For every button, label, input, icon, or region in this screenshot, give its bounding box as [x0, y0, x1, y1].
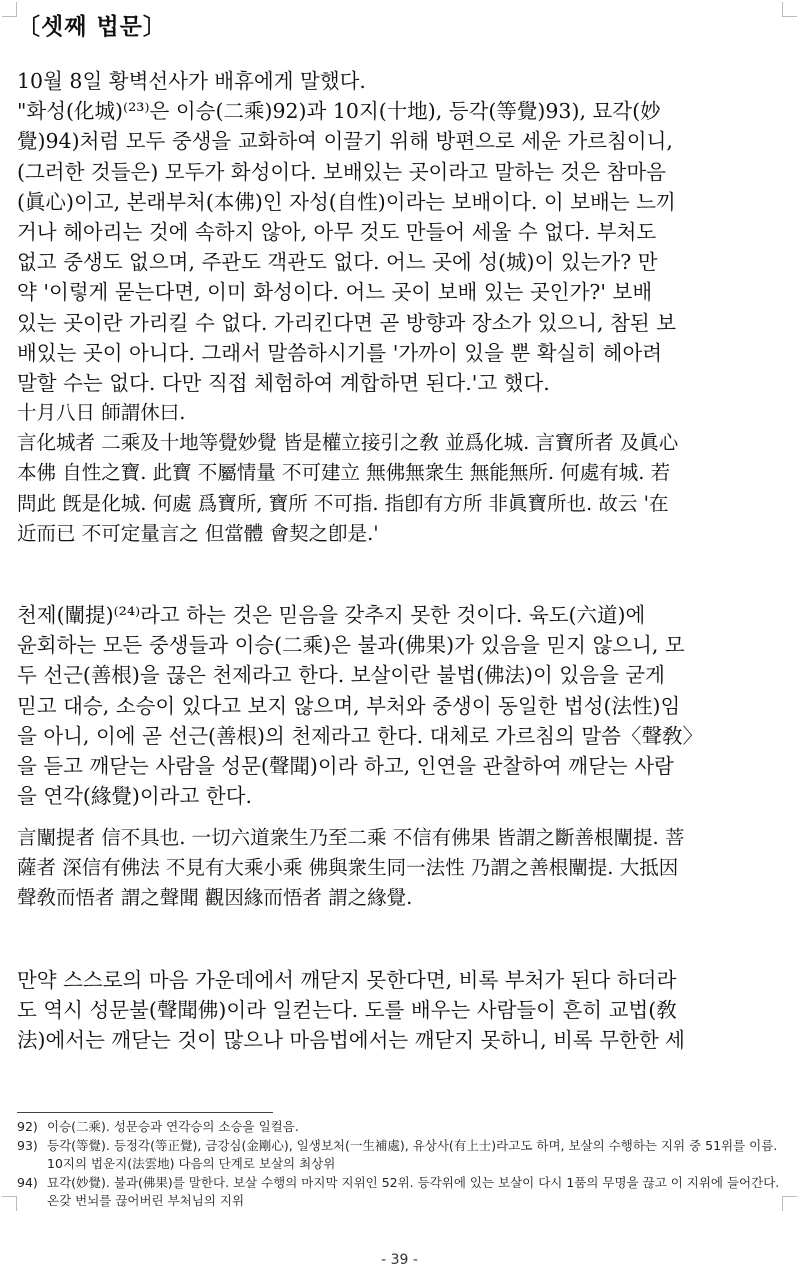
classical-chinese-paragraph-2: [17, 823, 785, 914]
footnote-93: [17, 1137, 787, 1174]
korean-translation-paragraph-2: [17, 600, 785, 811]
text-line: 천제(闡提)⁽²⁴⁾라고 하는 것은 믿음을 갖추지 못한 것이다. 육도(六道)에: [17, 603, 646, 627]
text-line: 薩者 深信有佛法 不見有大乘小乘 佛與衆生同一法性 乃謂之善根闡提. 大抵因: [17, 856, 679, 880]
text-line: 聲敎而悟者 謂之聲聞 觀因緣而悟者 謂之緣覺.: [17, 886, 413, 910]
classical-chinese-paragraph-1: [17, 398, 785, 549]
text-line: 배있는 곳이 아니다. 그래서 말씀하시기를 '가까이 있을 뿐 확실히 헤아려: [17, 340, 663, 365]
text-line: 거나 헤아리는 것에 속하지 않아, 아무 것도 만들어 세울 수 없다. 부처도: [17, 220, 657, 245]
text-line: 윤회하는 모든 중생들과 이승(二乘)은 불과(佛果)가 있음을 믿지 않으니, 모: [17, 633, 685, 658]
text-line: 言闡提者 信不具也. 一切六道衆生乃至二乘 不信有佛果 皆謂之斷善根闡提. 菩: [17, 826, 685, 849]
text-line: (그러한 것들은) 모두가 화성이다. 보배있는 곳이라고 말하는 것은 참마음: [17, 159, 666, 184]
text-line: 약 '이렇게 묻는다면, 이미 화성이다. 어느 곳이 보배 있는 곳인가?' 보배: [17, 280, 653, 305]
footnote-text: 등각(等覺). 등정각(等正覺), 금강심(金剛心), 일생보처(一生補處), 유상사(有上士)라고도 하며, 보살의 수행하는 지위 중 51위를 이름. 10지의 법운지(法雲地) 다음의 단계로 보살의 최상위: [47, 1137, 778, 1172]
text-line: 도 역시 성문불(聲聞佛)이라 일컫는다. 도를 배우는 사람들이 흔히 교법(敎: [17, 998, 677, 1023]
text-line: 問此 旣是化城. 何處 爲寶所, 寶所 不可指. 指卽有方所 非眞寶所也. 故云 '在: [17, 491, 669, 515]
text-line: 을 연각(緣覺)이라고 한다.: [17, 784, 252, 809]
page-number: - 39 -: [381, 1252, 418, 1268]
crop-mark-top-left: [2, 2, 17, 17]
text-line: (眞心)이고, 본래부처(本佛)인 자성(自性)이라는 보배이다. 이 보배는 느끼: [17, 189, 676, 214]
footnote-number: 94): [17, 1174, 38, 1190]
korean-translation-paragraph-3: [17, 965, 785, 1056]
text-line: 두 선근(善根)을 끊은 천제라고 한다. 보살이란 불법(佛法)이 있음을 굳게: [17, 663, 665, 688]
text-line: 本佛 自性之寶. 此寶 不屬情量 不可建立 無佛無衆生 無能無所. 何處有城. 若: [17, 461, 671, 485]
text-line: 十月八日 師謂休曰.: [17, 401, 186, 424]
text-line: 覺)94)처럼 모두 중생을 교화하여 이끌기 위해 방편으로 세운 가르침이니,: [17, 129, 673, 154]
crop-mark-bottom-left: [2, 1196, 17, 1211]
text-line: 을 듣고 깨닫는 사람을 성문(聲聞)이라 하고, 인연을 관찰하여 깨닫는 사람: [17, 754, 674, 779]
text-line: 말할 수는 없다. 다만 직접 체험하여 계합하면 된다.'고 했다.: [17, 371, 550, 396]
korean-translation-paragraph-1: [17, 66, 785, 398]
footnote-text: 묘각(妙覺). 불과(佛果)를 말한다. 보살 수행의 마지막 지위인 52위. 등각위에 있는 보살이 다시 1품의 무명을 끊고 이 지위에 들어간다. 온갖 번뇌를 끊어버린 부처님의 지위: [47, 1174, 780, 1209]
section-heading: 〔셋째 법문〕: [17, 13, 167, 40]
text-line: 믿고 대승, 소승이 있다고 보지 않으며, 부처와 중생이 동일한 법성(法性)임: [17, 693, 681, 718]
footnote-94: [17, 1174, 787, 1211]
footnote-text: 이승(二乘). 성문승과 연각승의 소승을 일컬음.: [47, 1119, 299, 1134]
text-line: 만약 스스로의 마음 가운데에서 깨닫지 못한다면, 비록 부처가 된다 하더라: [17, 968, 677, 992]
footnote-92: [17, 1118, 787, 1137]
footnote-number: 93): [17, 1137, 38, 1153]
text-line: 近而已 不可定量言之 但當體 會契之卽是.': [17, 521, 379, 545]
text-line: 을 아니, 이에 곧 선근(善根)의 천제라고 한다. 대체로 가르침의 말씀〈聲敎〉: [17, 723, 703, 748]
footnote-divider: [17, 1112, 273, 1113]
text-line: 없고 중생도 없으며, 주관도 객관도 없다. 어느 곳에 성(城)이 있는가? 만: [17, 250, 658, 275]
text-line: 10월 8일 황벽선사가 배휴에게 말했다.: [17, 69, 366, 93]
footnote-number: 92): [17, 1119, 38, 1134]
text-line: 있는 곳이란 가리킬 수 없다. 가리킨다면 곧 방향과 장소가 있으니, 참된 보: [17, 310, 676, 335]
text-line: 法)에서는 깨닫는 것이 많으나 마음법에서는 깨닫지 못하니, 비록 무한한 세: [17, 1028, 685, 1053]
text-line: "화성(化城)⁽²³⁾은 이승(二乘)92)과 10지(十地), 등각(等覺)93), 묘각(妙: [17, 99, 661, 124]
text-line: 言化城者 二乘及十地等覺妙覺 皆是權立接引之敎 並爲化城. 言寶所者 及眞心: [17, 431, 679, 455]
footnotes: [17, 1118, 787, 1211]
crop-mark-top-right: [782, 2, 797, 17]
